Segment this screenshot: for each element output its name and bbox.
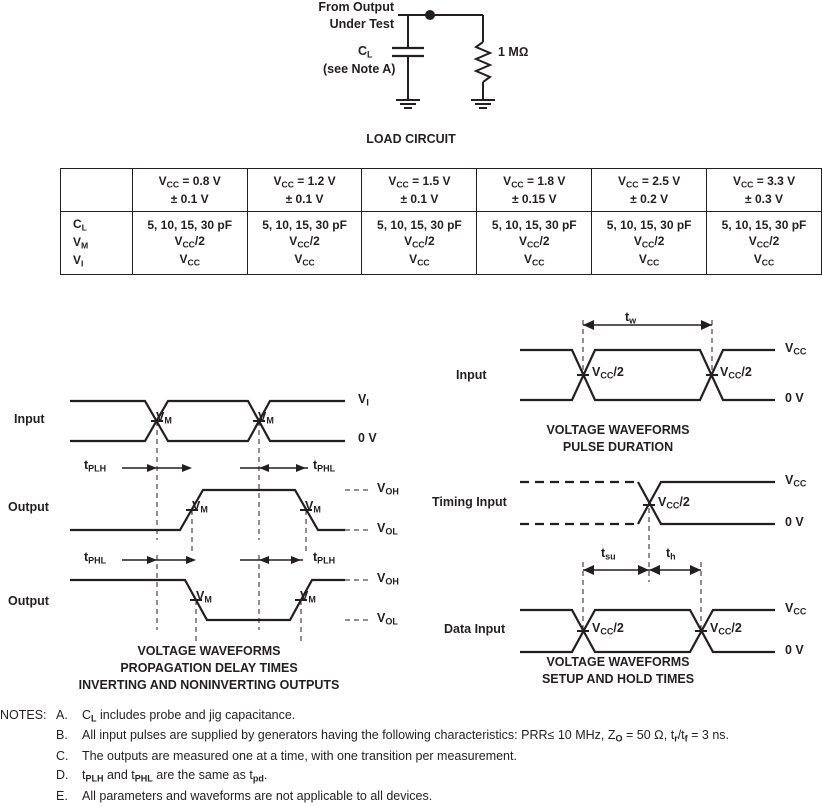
- mid-level-sub: CC: [600, 370, 614, 381]
- vm-value-sub-4: CC: [527, 239, 540, 250]
- prop-caption-line2: PROPAGATION DELAY TIMES: [120, 660, 298, 675]
- level-vcc-sub: CC: [793, 478, 807, 489]
- t-phl-label: $t_{PHL}$: [84, 550, 107, 566]
- notes-tag-spacer: [0, 766, 56, 786]
- vcc-symbol: V: [158, 174, 167, 188]
- note-letter: E.: [56, 788, 68, 803]
- table-cell: [707, 212, 822, 275]
- source-label-line1: From Output: [318, 0, 394, 14]
- note-letter: C.: [56, 748, 69, 763]
- mid-level-marker: $V_{CC}/2$: [710, 621, 742, 637]
- pulse-caption-line2: PULSE DURATION: [562, 439, 674, 454]
- vi-value-1: V: [179, 252, 188, 267]
- notes-tag-spacer: [0, 726, 56, 746]
- vm-marker-sub: M: [164, 415, 172, 426]
- vcc-symbol: V: [388, 174, 397, 188]
- vm-marker-sub: M: [308, 594, 316, 605]
- notes-tag: NOTES:: [0, 708, 47, 722]
- t-phl-sub: PHL: [317, 463, 336, 474]
- note-letter: B.: [56, 728, 68, 743]
- note-row: [0, 747, 822, 766]
- vm-marker-sub: M: [313, 504, 321, 515]
- t-phl-label: $t_{PHL}$: [313, 458, 336, 474]
- vcc-symbol: V: [618, 174, 627, 188]
- t-plh-label: $t_{PLH}$: [313, 550, 336, 566]
- vcc-tol-1: ± 0.1 V: [170, 192, 209, 207]
- cl-value-3: 5, 10, 15, 30 pF: [377, 218, 462, 233]
- vcc-symbol: V: [732, 174, 741, 188]
- vcc-tol-4: ± 0.15 V: [511, 192, 557, 207]
- vcc-tol-5: ± 0.2 V: [630, 192, 669, 207]
- level-vol-sub: OL: [385, 526, 398, 537]
- vcc-sub: CC: [281, 179, 294, 190]
- cap-symbol: C: [358, 44, 368, 58]
- vi-value-sub-6: CC: [761, 257, 775, 268]
- t-plh-label: $t_{PLH}$: [84, 458, 107, 474]
- note-text: $t_{PLH}$ and $t_{PHL}$ are the same as $t_{pd}$.: [82, 768, 268, 784]
- vm-value-tail-2: /2: [309, 234, 320, 249]
- vm-marker-sub: M: [266, 415, 274, 426]
- tw-sub: w: [629, 315, 637, 326]
- tw-label: $t_w$: [625, 310, 637, 326]
- mid-level-marker: $V_{CC}/2$: [592, 365, 624, 381]
- cl-symbol: C: [73, 217, 82, 232]
- table-header-cell: [247, 169, 362, 212]
- vi-value-sub-5: CC: [646, 257, 660, 268]
- test-conditions-table: [60, 168, 822, 275]
- mid-level-sub: CC: [600, 626, 614, 637]
- vm-marker: $V_M$: [192, 499, 208, 515]
- t-phl-sub: PHL: [88, 555, 107, 566]
- vcc-value-3: = 1.5 V: [408, 174, 451, 188]
- prop-delay-caption: [0, 643, 418, 694]
- mid-level-sub: CC: [666, 500, 680, 511]
- level-vol: $V_{OL}$: [377, 521, 398, 537]
- table-cell: [132, 212, 247, 275]
- note-text: All parameters and waveforms are not applicable to all devices.: [82, 788, 433, 803]
- prop-caption-line1: VOLTAGE WAVEFORMS: [137, 644, 281, 658]
- timing-input-label: Timing Input: [432, 495, 507, 509]
- mid-level-marker: $V_{CC}/2$: [658, 495, 690, 511]
- note-letter: D.: [56, 768, 69, 783]
- vm-value-tail-4: /2: [539, 234, 550, 249]
- vm-value-1: V: [174, 234, 183, 249]
- vm-value-3: V: [404, 234, 413, 249]
- level-vol: $V_{OL}$: [377, 611, 398, 627]
- table-cell: [247, 212, 362, 275]
- vm-symbol: V: [73, 235, 82, 250]
- cl-value-2: 5, 10, 15, 30 pF: [262, 218, 347, 233]
- propagation-delay-waveforms: [0, 380, 420, 700]
- vm-value-5: V: [633, 234, 642, 249]
- table-cell: [592, 212, 707, 275]
- vm-value-sub-1: CC: [182, 239, 195, 250]
- cl-value-5: 5, 10, 15, 30 pF: [606, 218, 692, 233]
- vm-value-6: V: [748, 234, 757, 249]
- vcc-sub: CC: [166, 179, 180, 190]
- tsu-label: $t_{su}$: [601, 546, 616, 562]
- table-header-cell: [707, 169, 822, 212]
- pulse-input-label: Input: [456, 368, 487, 382]
- level-0v: 0 V: [358, 431, 377, 445]
- vm-marker: $V_M$: [156, 410, 172, 426]
- vcc-symbol: V: [503, 174, 512, 188]
- t-plh-sub: PLH: [317, 555, 336, 566]
- vm-sub: M: [81, 240, 89, 251]
- note-text: $C_L$ includes probe and jig capacitance.: [82, 708, 296, 724]
- table-corner-cell: [61, 169, 133, 212]
- level-vcc-sub: CC: [793, 346, 807, 357]
- cl-value-4: 5, 10, 15, 30 pF: [491, 218, 577, 233]
- data-input-label: Data Input: [444, 622, 506, 636]
- vm-marker: $V_M$: [196, 589, 212, 605]
- mid-level-marker: $V_{CC}/2$: [720, 365, 752, 381]
- cl-value-6: 5, 10, 15, 30 pF: [721, 218, 807, 233]
- vm-value-4: V: [519, 234, 528, 249]
- note-text: The outputs are measured one at a time, with one transition per measurement.: [82, 748, 517, 763]
- vi-value-4: V: [524, 252, 533, 267]
- vcc-sub: CC: [511, 179, 524, 190]
- setup-hold-caption: [420, 654, 816, 688]
- setup-caption-line1: VOLTAGE WAVEFORMS: [546, 655, 690, 669]
- level-voh-sub: OH: [385, 576, 399, 587]
- vi-symbol: V: [73, 253, 82, 268]
- cap-note: (see Note A): [323, 62, 396, 76]
- vm-value-tail-6: /2: [769, 234, 780, 249]
- notes-tag-spacer: [0, 747, 56, 766]
- vi-value-sub-2: CC: [302, 257, 315, 268]
- table-header-row: [61, 169, 822, 212]
- vi-value-5: V: [638, 252, 647, 267]
- vm-value-sub-3: CC: [412, 239, 425, 250]
- level-vi-sub: I: [366, 397, 369, 408]
- note-row: [0, 706, 822, 726]
- resistor-label: 1 MΩ: [498, 45, 529, 59]
- load-circuit-caption: LOAD CIRCUIT: [366, 132, 456, 146]
- level-0v: 0 V: [785, 391, 804, 405]
- vm-marker-sub: M: [200, 504, 208, 515]
- vcc-value-5: = 2.5 V: [638, 174, 681, 188]
- vm-value-tail-5: /2: [654, 234, 665, 249]
- pulse-duration-caption: [420, 422, 816, 456]
- notes-section: [0, 706, 822, 806]
- vi-value-sub-3: CC: [417, 257, 430, 268]
- table-cell: [477, 212, 592, 275]
- vcc-tol-3: ± 0.1 V: [400, 192, 439, 207]
- vm-value-sub-5: CC: [641, 239, 655, 250]
- level-voh: $V_{OH}$: [377, 481, 399, 497]
- t-plh-sub: PLH: [88, 463, 107, 474]
- vm-value-tail-3: /2: [424, 234, 435, 249]
- level-0v: 0 V: [785, 515, 804, 529]
- vm-value-sub-6: CC: [756, 239, 770, 250]
- cl-sub: L: [81, 222, 87, 233]
- note-text: All input pulses are supplied by generators having the following characteristics: PRR≤ 10 MHz, $Z_O = 50$ Ω, $t_r/t_f = 3$ ns.: [82, 728, 730, 744]
- load-circuit-diagram: [0, 0, 822, 150]
- vm-marker: $V_M$: [300, 589, 316, 605]
- notes-tag-spacer: [0, 787, 56, 806]
- tsu-sub: su: [605, 551, 616, 562]
- vcc-value-2: = 1.2 V: [293, 174, 336, 188]
- vi-value-6: V: [753, 252, 762, 267]
- mid-level-sub: CC: [728, 370, 742, 381]
- pulse-duration-waveforms: [420, 300, 822, 454]
- note-letter: A.: [56, 708, 68, 722]
- vcc-value-4: = 1.8 V: [523, 174, 566, 188]
- level-voh: $V_{OH}$: [377, 571, 399, 587]
- note-row: [0, 787, 822, 806]
- vm-value-sub-2: CC: [297, 239, 310, 250]
- table-header-cell: [477, 169, 592, 212]
- vm-value-2: V: [289, 234, 298, 249]
- level-vi: $V_I$: [358, 392, 369, 408]
- vcc-sub: CC: [396, 179, 409, 190]
- th-label: $t_h$: [666, 546, 676, 562]
- vm-marker: $V_M$: [258, 410, 274, 426]
- table-row-labels: [61, 212, 133, 275]
- vcc-tol-2: ± 0.1 V: [285, 192, 324, 207]
- setup-caption-line2: SETUP AND HOLD TIMES: [541, 671, 695, 686]
- vi-value-sub-4: CC: [532, 257, 545, 268]
- table-data-row: [61, 212, 822, 275]
- vcc-sub: CC: [740, 179, 754, 190]
- prop-output-label-2: Output: [8, 594, 49, 608]
- level-vcc: $V_{CC}$: [785, 341, 807, 357]
- vi-sub: I: [81, 258, 84, 269]
- vcc-tol-6: ± 0.3 V: [745, 192, 783, 207]
- source-label-line2: Under Test: [329, 17, 394, 31]
- vi-value-2: V: [294, 252, 303, 267]
- vcc-value-6: = 3.3 V: [753, 174, 796, 188]
- level-vol-sub: OL: [385, 616, 398, 627]
- cl-value-1: 5, 10, 15, 30 pF: [147, 218, 233, 233]
- vi-value-sub-1: CC: [187, 257, 200, 268]
- prop-output-label-1: Output: [8, 500, 49, 514]
- vm-value-tail-1: /2: [194, 234, 205, 249]
- level-vcc: $V_{CC}$: [785, 601, 807, 617]
- level-voh-sub: OH: [385, 486, 399, 497]
- table-header-cell: [362, 169, 477, 212]
- prop-input-label: Input: [14, 412, 45, 426]
- table-cell: [362, 212, 477, 275]
- setup-hold-waveforms: [420, 462, 822, 692]
- table-header-cell: [132, 169, 247, 212]
- table-header-cell: [592, 169, 707, 212]
- mid-level-marker: $V_{CC}/2$: [592, 621, 624, 637]
- pulse-caption-line1: VOLTAGE WAVEFORMS: [546, 423, 690, 437]
- vm-marker-sub: M: [204, 594, 212, 605]
- prop-caption-line3: INVERTING AND NONINVERTING OUTPUTS: [78, 677, 340, 692]
- mid-level-sub: CC: [718, 626, 732, 637]
- vcc-symbol: V: [273, 174, 282, 188]
- note-row: [0, 726, 822, 746]
- vm-marker: $V_M$: [305, 499, 321, 515]
- vcc-sub: CC: [626, 179, 639, 190]
- level-0v: 0 V: [785, 643, 804, 657]
- cap-subscript: L: [367, 49, 373, 60]
- note-row: [0, 766, 822, 786]
- cap-label: [358, 44, 373, 60]
- vi-value-3: V: [409, 252, 418, 267]
- vcc-value-1: = 0.8 V: [179, 174, 221, 188]
- level-vcc: $V_{CC}$: [785, 473, 807, 489]
- level-vcc-sub: CC: [793, 606, 807, 617]
- th-sub: h: [670, 551, 676, 562]
